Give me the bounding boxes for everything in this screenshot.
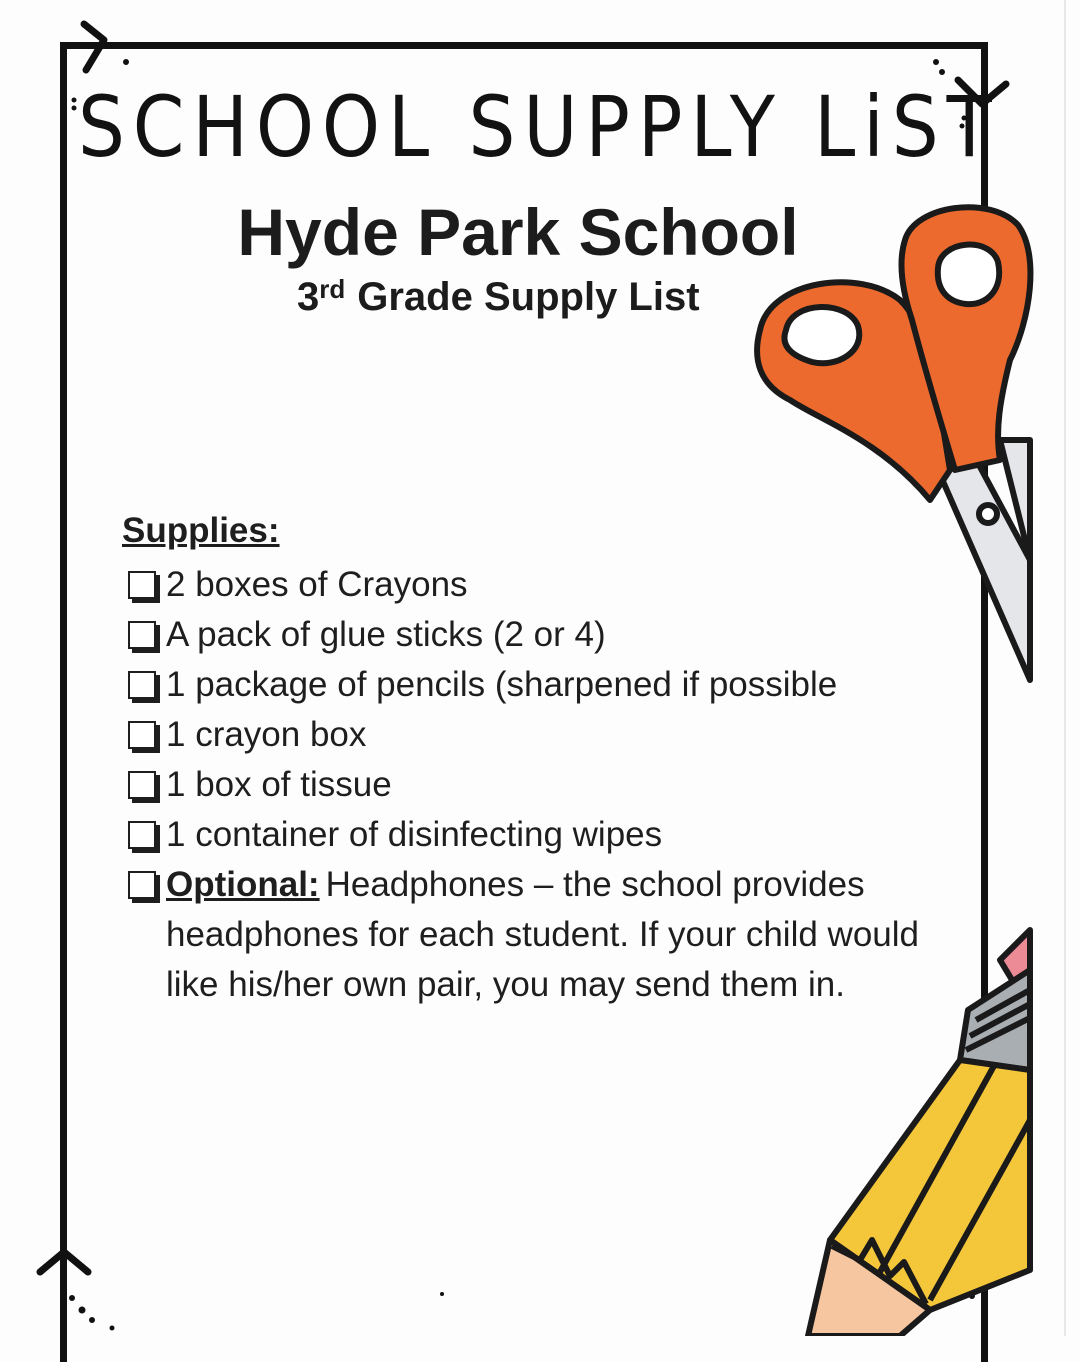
supplies-section <box>122 508 942 1010</box>
supply-list <box>122 560 942 1010</box>
grade-number: 3 <box>297 275 320 319</box>
list-item-text: 1 crayon box <box>166 715 367 754</box>
checkbox-icon <box>128 721 156 749</box>
list-item-text: 1 package of pencils (sharpened if possible <box>166 665 838 704</box>
list-item <box>122 710 942 760</box>
grade-suffix: rd <box>319 274 346 304</box>
list-item <box>122 760 942 810</box>
list-item <box>122 810 942 860</box>
checkbox-icon <box>128 771 156 799</box>
list-item-text: 2 boxes of Crayons <box>166 565 468 604</box>
supplies-heading: Supplies: <box>122 511 280 550</box>
list-item <box>122 560 942 610</box>
grade-label: Grade Supply List <box>357 275 700 319</box>
optional-item-text <box>166 860 926 1010</box>
list-item-text: 1 box of tissue <box>166 765 392 804</box>
list-item <box>122 610 942 660</box>
optional-description: Headphones – the school provides headphones for each student. If your child would like his/her own pair, you may send them in. <box>166 865 919 1004</box>
list-item-text: 1 container of disinfecting wipes <box>166 815 663 854</box>
page-title: SCHOOL SUPPLY LiST <box>77 78 1000 176</box>
school-name: Hyde Park School <box>237 195 799 269</box>
checkbox-icon <box>128 871 156 899</box>
checkbox-icon <box>128 621 156 649</box>
checkbox-icon <box>128 671 156 699</box>
optional-label: Optional: <box>166 865 320 904</box>
list-item <box>122 660 942 710</box>
checkbox-icon <box>128 571 156 599</box>
list-item-text: A pack of glue sticks (2 or 4) <box>166 615 606 654</box>
optional-item <box>122 860 942 1010</box>
checkbox-icon <box>128 821 156 849</box>
grade-heading <box>297 274 700 320</box>
